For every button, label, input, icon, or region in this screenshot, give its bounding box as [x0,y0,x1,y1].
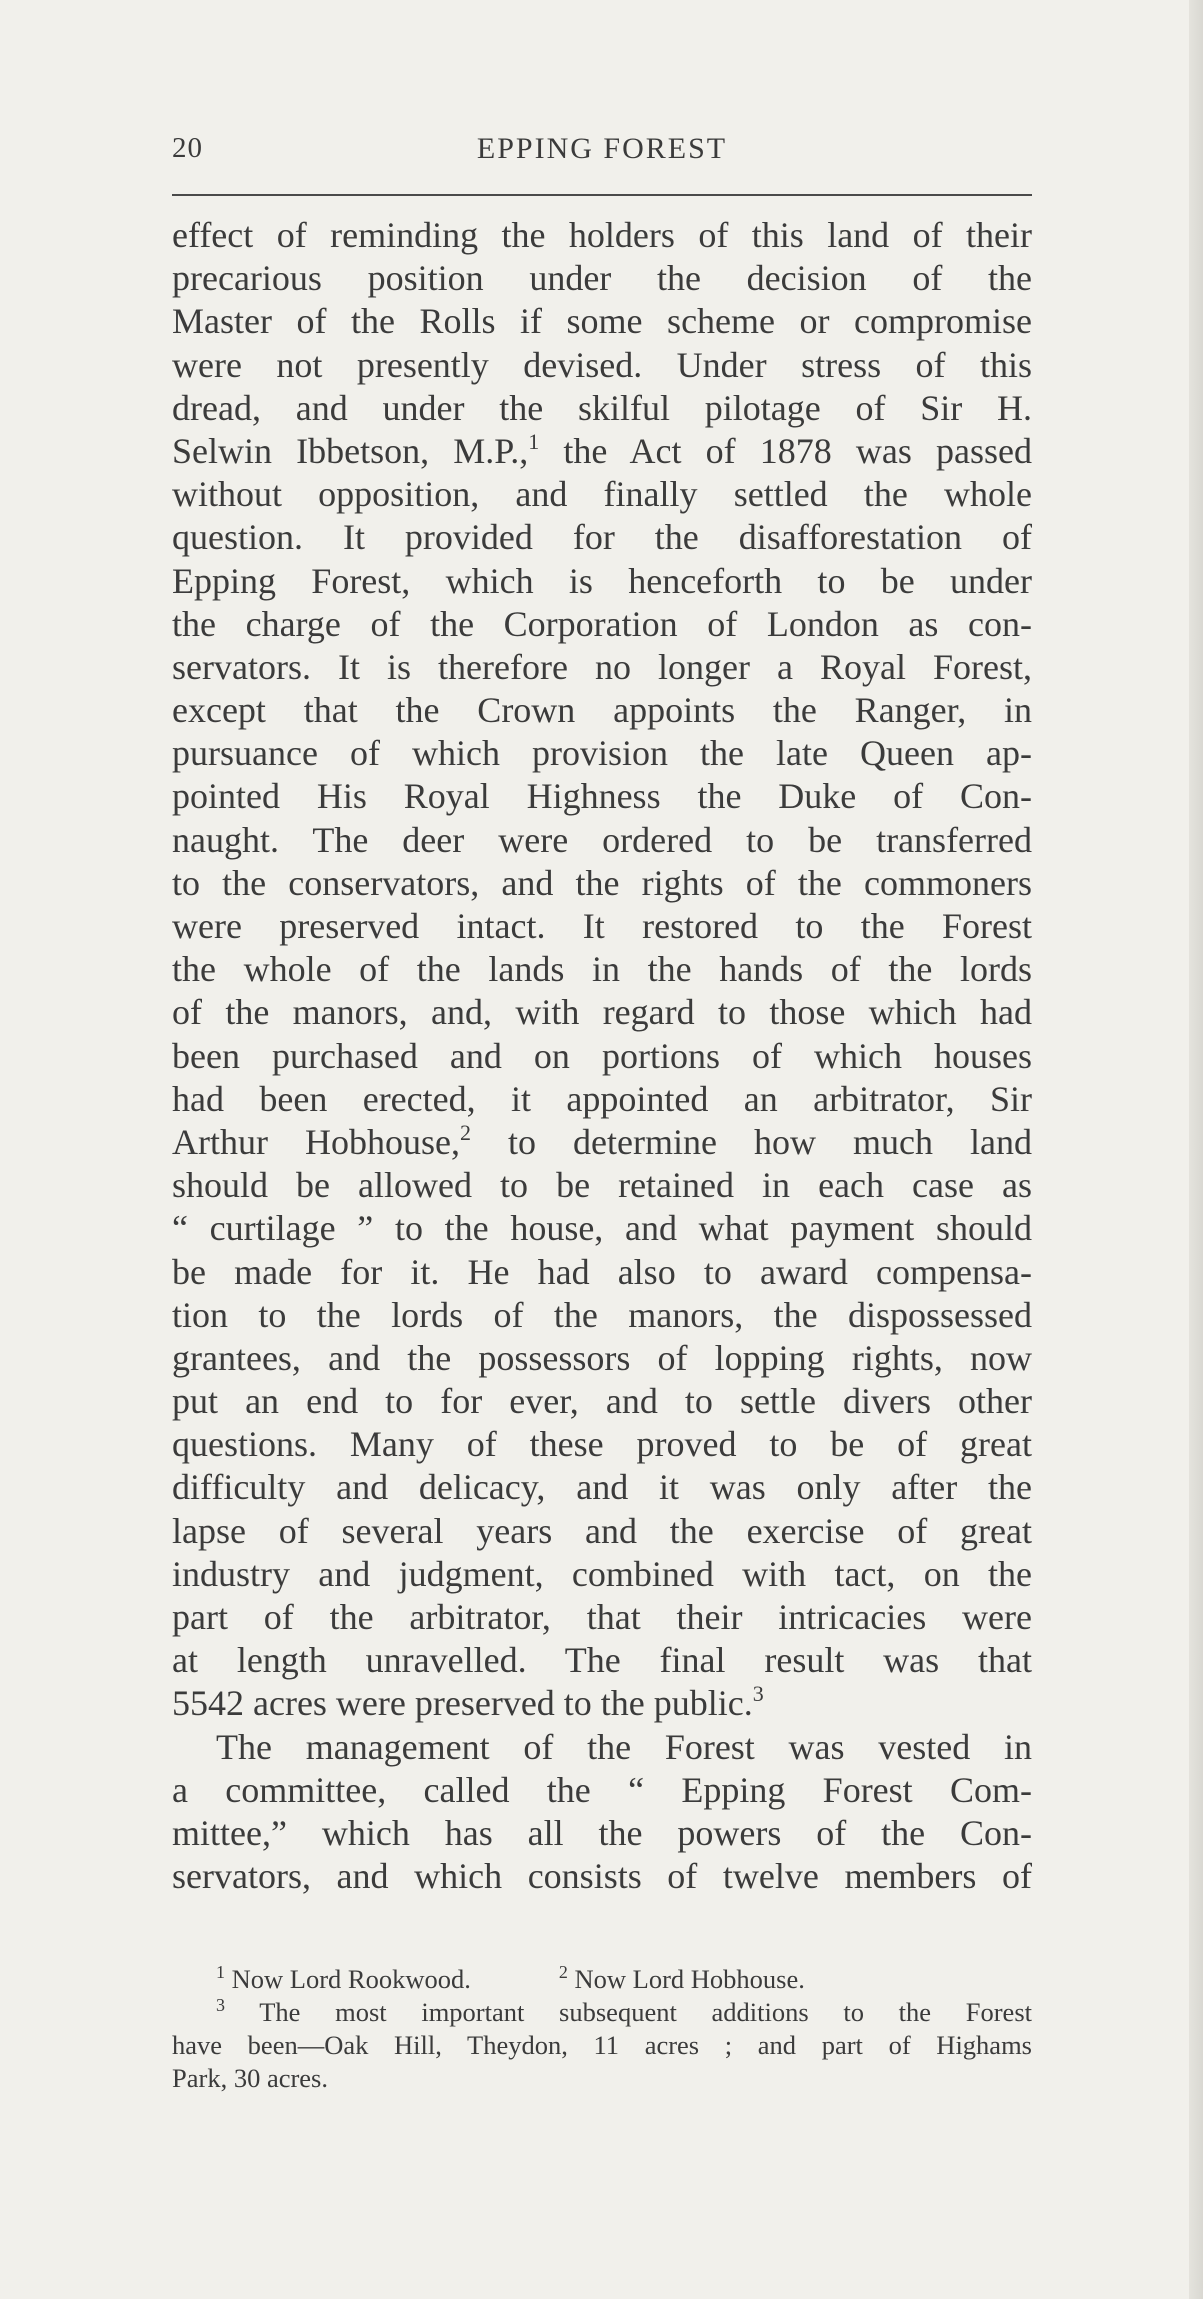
text-fragment: the Act of 1878 was passed [539,430,1032,471]
text-line: part of the arbitrator, that their intricacies were [172,1597,1032,1637]
footnote-line: have been—Oak Hill, Theydon, 11 acres ; and part of Highams [172,2030,1032,2060]
page-number: 20 [172,132,203,164]
text-fragment: 5542 acres were preserved to the public. [172,1683,753,1724]
footnote-mark: 1 [216,1962,225,1982]
text-line: naught. The deer were ordered to be transferred [172,819,1032,860]
text-line: Master of the Rolls if some scheme or compromise [172,301,1032,342]
paragraph-first-line: The management of the Forest was vested in [216,1726,1032,1767]
text-line: effect of reminding the holders of this land of their [172,215,1032,255]
text-line: lapse of several years and the exercise of great [172,1510,1032,1551]
text-line: without opposition, and finally settled the whole [172,474,1032,515]
footnote-text: The most important subsequent additions to the Forest [225,1997,1032,2027]
text-line: pursuance of which provision the late Queen ap- [172,733,1032,774]
header-rule [172,194,1032,196]
text-line: put an end to for ever, and to settle divers other [172,1381,1032,1422]
text-line: except that the Crown appoints the Ranger, in [172,690,1032,731]
text-line: the whole of the lands in the hands of the lords [172,949,1032,990]
text-line: the charge of the Corporation of London as con- [172,603,1032,644]
page-edge-shadow [1189,0,1203,2299]
page-header [172,128,1032,172]
text-fragment: Selwin Ibbetson, M.P., [172,430,529,471]
footnote-line: Park, 30 acres. [172,2063,328,2093]
text-line: “ curtilage ” to the house, and what payment should [172,1208,1032,1249]
footnote-ref: 3 [752,1681,764,1707]
text-line [172,1682,1032,1725]
text-line: precarious position under the decision of the [172,258,1032,299]
footnote-line [172,1996,1032,2029]
text-line: were not presently devised. Under stress of this [172,344,1032,385]
text-line: been purchased and on portions of which houses [172,1035,1032,1076]
text-line: a committee, called the “ Epping Forest Com- [172,1769,1032,1810]
text-line: servators, and which consists of twelve members of [172,1856,1032,1897]
text-line: should be allowed to be retained in each case as [172,1165,1032,1206]
footnote-mark: 3 [216,1995,225,2015]
text-line: questions. Many of these proved to be of great [172,1424,1032,1465]
footnote-line [172,1963,1032,1996]
text-line: industry and judgment, combined with tact, on the [172,1553,1032,1594]
footnote-text: Now Lord Rookwood. [225,1964,471,1994]
footnote-mark: 2 [558,1962,568,1982]
text-fragment: Arthur Hobhouse, [172,1121,460,1162]
text-line: tion to the lords of the manors, the dispossessed [172,1294,1032,1335]
text-line: mittee,” which has all the powers of the Con- [172,1812,1032,1853]
footnote-ref: 1 [528,428,540,454]
text-line: dread, and under the skilful pilotage of Sir H. [172,387,1032,428]
text-line: to the conservators, and the rights of the commoners [172,862,1032,903]
text-line: question. It provided for the disafforestation of [172,517,1032,558]
body-text [172,214,1032,1898]
footnote-text: Now Lord Hobhouse. [567,1964,805,1994]
text-line [172,1121,1032,1164]
text-line: be made for it. He had also to award compensa- [172,1251,1032,1292]
text-line: Epping Forest, which is henceforth to be under [172,560,1032,601]
text-line: of the manors, and, with regard to those which had [172,992,1032,1033]
footnotes [172,1963,1032,2095]
text-line: pointed His Royal Highness the Duke of Con- [172,776,1032,817]
text-line: were preserved intact. It restored to the Forest [172,906,1032,946]
text-line: grantees, and the possessors of lopping rights, now [172,1337,1032,1378]
text-line: servators. It is therefore no longer a Royal Forest, [172,646,1032,687]
running-title: EPPING FOREST [476,132,728,165]
text-line: difficulty and delicacy, and it was only after the [172,1467,1032,1508]
text-fragment: to determine how much land [471,1121,1033,1162]
text-line: had been erected, it appointed an arbitrator, Sir [172,1078,1032,1119]
footnote-ref: 2 [460,1119,471,1145]
text-line [172,430,1032,473]
text-line: at length unravelled. The final result was that [172,1640,1032,1681]
